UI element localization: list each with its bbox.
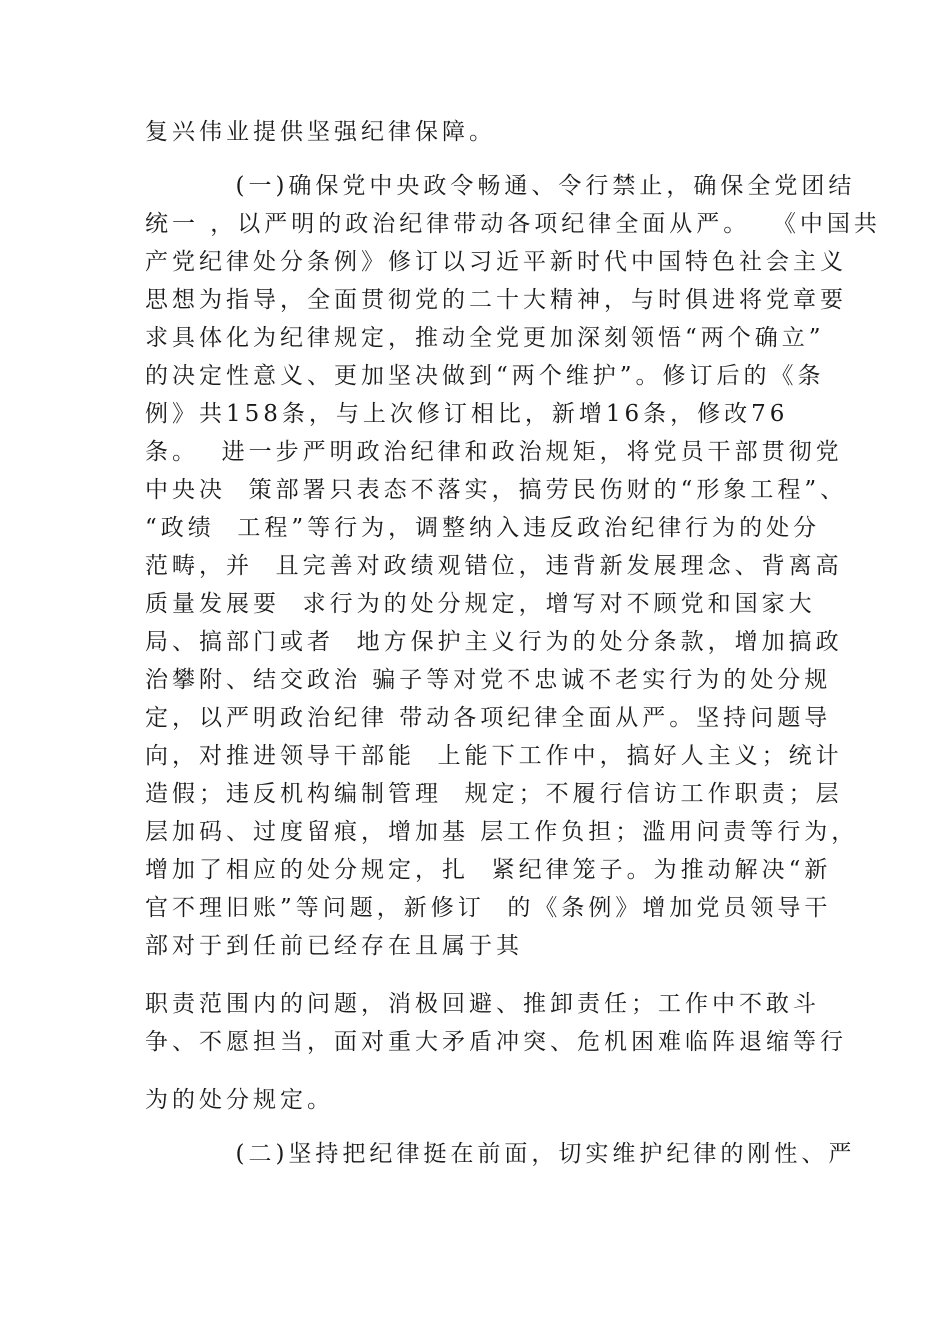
text-line: 治攀附、结交政治 骗子等对党不忠诚不老实行为的处分规 <box>145 667 832 693</box>
text-line: 思想为指导，全面贯彻党的二十大精神，与时俱进将党章要 <box>145 287 847 313</box>
text-line: 向，对推进领导干部能 上能下工作中，搞好人主义；统计 <box>145 743 843 769</box>
section-heading-2: (二)坚持把纪律挺在前面，切实维护纪律的刚性、严 <box>145 1141 856 1167</box>
text-line: 为的处分规定。 <box>145 1087 334 1113</box>
text-line: 求具体化为纪律规定，推动全党更加深刻领悟“两个确立” <box>145 325 825 351</box>
text-line: 层加码、过度留痕，增加基 层工作负担；滥用问责等行为， <box>145 819 859 845</box>
text-line: 部对于到任前已经存在且属于其 <box>145 933 523 959</box>
text-line: 条。 进一步严明政治纪律和政治规矩，将党员干部贯彻党 <box>145 439 843 465</box>
text-line: 例》共158条，与上次修订相比，新增16条，修改76 <box>145 401 789 427</box>
text-line: “政绩 工程”等行为，调整纳入违反政治纪律行为的处分 <box>145 515 821 541</box>
text-line: 局、搞部门或者 地方保护主义行为的处分条款，增加搞政 <box>145 629 843 655</box>
text-line: 争、不愿担当，面对重大矛盾冲突、危机困难临阵退缩等行 <box>145 1029 847 1055</box>
text-line: 中央决 策部署只表态不落实，搞劳民伤财的“形象工程”、 <box>145 477 848 503</box>
text-line: 定，以严明政治纪律 带动各项纪律全面从严。坚持问题导 <box>145 705 832 731</box>
text-line: 职责范围内的问题，消极回避、推卸责任；工作中不敢斗 <box>145 991 820 1017</box>
text-line: 复兴伟业提供坚强纪律保障。 <box>145 119 496 145</box>
text-line: 统一 ，以严明的政治纪律带动各项纪律全面从严。 《中国共 <box>145 211 881 237</box>
section-heading-1: (一)确保党中央政令畅通、令行禁止，确保全党团结 <box>145 173 856 199</box>
text-line: 增加了相应的处分规定，扎 紧纪律笼子。为推动解决“新 <box>145 857 832 883</box>
text-line: 产党纪律处分条例》修订以习近平新时代中国特色社会主义 <box>145 249 847 275</box>
text-line: 官不理旧账”等问题，新修订 的《条例》增加党员领导干 <box>145 895 832 921</box>
text-line: 范畴，并 且完善对政绩观错位，违背新发展理念、背离高 <box>145 553 843 579</box>
text-line: 的决定性意义、更加坚决做到“两个维护”。修订后的《条 <box>145 363 825 389</box>
text-line: 质量发展要 求行为的处分规定，增写对不顾党和国家大 <box>145 591 816 617</box>
text-line: 造假；违反机构编制管理 规定；不履行信访工作职责；层 <box>145 781 843 807</box>
